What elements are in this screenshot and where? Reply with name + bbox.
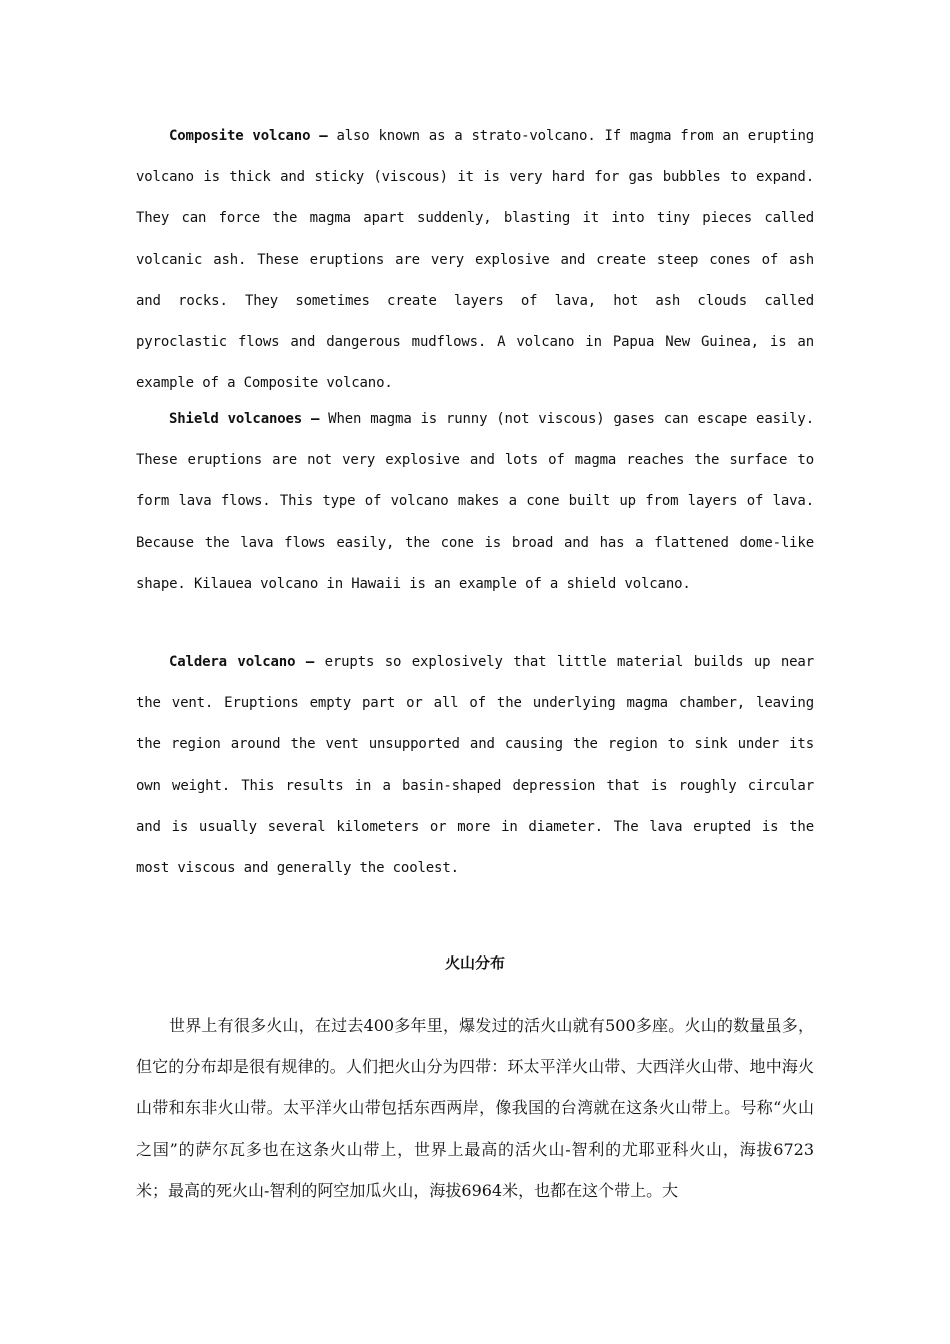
paragraph-composite-volcano	[136, 116, 814, 404]
paragraph-shield-volcanoes	[136, 399, 814, 605]
term-shield-volcanoes: Shield volcanoes –	[169, 411, 320, 427]
paragraph-caldera-volcano	[136, 642, 814, 889]
paragraph-text: When magma is runny (not viscous) gases can escape easily. These eruptions are not very explosive and lots of magma reaches the surface to form lava flows. This type of volcano makes a cone built up from layers of lava. Because the lava flows easily, the cone is broad and has a flattened dome-like shape. Kilauea volcano in Hawaii is an example of a shield volcano.	[136, 411, 814, 592]
term-caldera-volcano: Caldera volcano –	[169, 654, 315, 670]
section-heading: 火山分布	[444, 954, 505, 972]
term-composite-volcano: Composite volcano –	[169, 128, 328, 144]
paragraph-volcano-distribution: 世界上有很多火山，在过去400多年里，爆发过的活火山就有500多座。火山的数量虽多，但它的分布却是很有规律的。人们把火山分为四带：环太平洋火山带、大西洋火山带、地中海火山带和东非火山带。太平洋火山带包括东西两岸，像我国的台湾就在这条火山带上。号称“火山之国”的萨尔瓦多也在这条火山带上，世界上最高的活火山-智利的尤耶亚科火山，海拔6723米；最高的死火山-智利的阿空加瓜火山，海拔6964米，也都在这个带上。大	[136, 1016, 814, 1200]
paragraph-text: erupts so explosively that little material builds up near the vent. Eruptions empty part or all of the underlying magma chamber, leaving the region around the vent unsupported and causing the region to sink under its own weight. This results in a basin-shaped depression that is roughly circular and is usually several kilometers or more in diameter. The lava erupted is the most viscous and generally the coolest.	[136, 654, 814, 877]
paragraph-text: also known as a strato-volcano. If magma from an erupting volcano is thick and sticky (viscous) it is very hard for gas bubbles to expand. They can force the magma apart suddenly, blasting it into tiny pieces called volcanic ash. These eruptions are very explosive and create steep cones of ash and rocks. They sometimes create layers of lava, hot ash clouds called pyroclastic flows and dangerous mudflows. A volcano in Papua New Guinea, is an example of a Composite volcano.	[136, 128, 815, 392]
